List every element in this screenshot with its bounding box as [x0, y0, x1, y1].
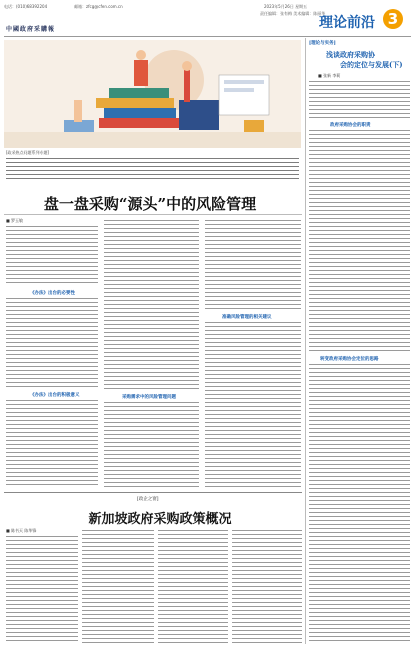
edition-date: 2023年5月26日 星期五 — [264, 4, 308, 9]
headline-rule — [4, 214, 302, 215]
feature-col1-text-b — [6, 298, 98, 388]
lead-paragraph — [6, 158, 299, 182]
feature-illustration — [4, 40, 301, 148]
feature-headline: 盘一盘采购“源头”中的风险管理 — [43, 195, 257, 213]
section-title: 理论前沿 — [319, 15, 375, 31]
right-column-tag: [理论与实务] — [309, 41, 336, 46]
right-column-text-a — [309, 81, 410, 119]
edition-phone: 电话：(010)68392204 — [4, 4, 48, 9]
header-info-bar — [4, 3, 411, 11]
paper-name: 中國政府采購報 — [6, 26, 56, 33]
edition-email: 邮箱：zfcg@cfen.com.cn — [74, 4, 123, 9]
feature-col1-text-a — [6, 226, 98, 286]
bottom-byline: ■ 陈书天 陈华锋 — [6, 528, 37, 533]
feature-subhead-4: 准确风险管理的相关建议 — [222, 315, 272, 320]
right-column-title-line1: 浅谈政府采购协 — [326, 50, 375, 59]
bottom-headline: 新加坡政府采购政策概况 — [88, 512, 232, 527]
feature-col3-text-b — [205, 322, 301, 488]
column-divider — [305, 38, 306, 644]
feature-col3-text-a — [205, 220, 301, 310]
right-column-subhead-1: 政府采购协会的职责 — [330, 123, 371, 128]
feature-byline: ■ 罗玉敏 — [6, 218, 24, 223]
feature-subhead-1: 《办法》出台的必要性 — [30, 291, 75, 296]
bottom-col2-text — [82, 530, 154, 644]
feature-subhead-3: 采购需求中的风险管理问题 — [122, 395, 176, 400]
bottom-col1-text — [6, 536, 78, 644]
section-rule — [4, 492, 302, 493]
page-number-badge: 3 — [383, 9, 403, 29]
image-caption: [政采热点问题系列专题] — [6, 150, 50, 155]
right-column-subhead-2: 转变政府采购协会定位的思路 — [320, 357, 379, 362]
bottom-col4-text — [232, 530, 302, 644]
feature-col1-text-c — [6, 400, 98, 488]
feature-col2-text-b — [104, 402, 199, 488]
bottom-col3-text — [158, 530, 228, 644]
right-column-text-c — [309, 364, 410, 644]
bottom-section-tag: [政企之窗] — [137, 497, 159, 502]
right-column-author: ■ 张新 李莉 — [318, 73, 341, 78]
right-column-title-line2: 会的定位与发展(下) — [340, 60, 403, 69]
feature-col2-text-a — [104, 220, 199, 390]
editors: 责任编辑：张有梅 美术编辑：陈丽华 — [260, 11, 326, 16]
feature-subhead-2: 《办法》出台的积极意义 — [30, 393, 80, 398]
illustration-svg — [4, 40, 301, 148]
right-column-text-b — [309, 130, 410, 352]
